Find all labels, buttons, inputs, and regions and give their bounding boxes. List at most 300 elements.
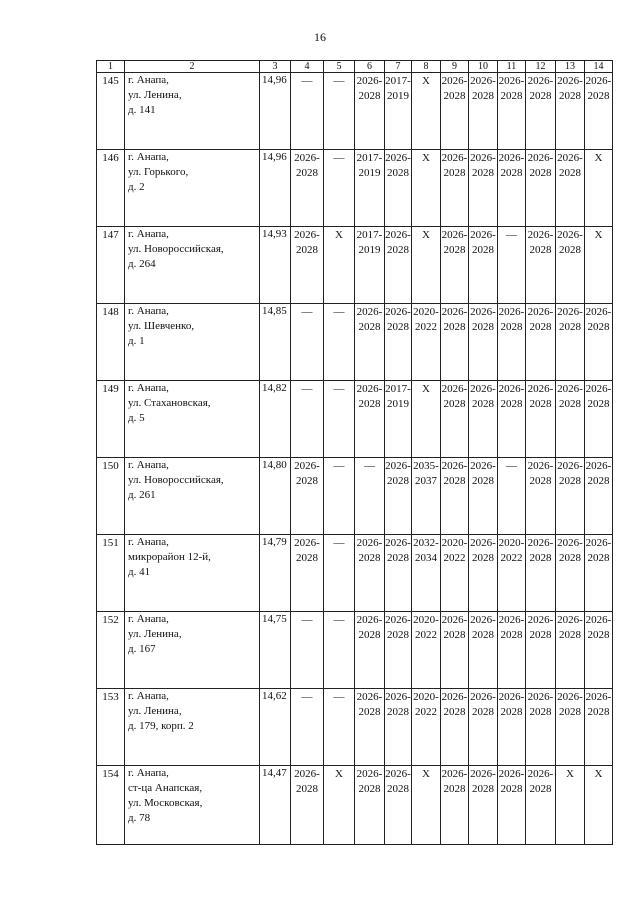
address-line: ул. Шевченко, — [128, 320, 195, 332]
row-number: 154 — [97, 766, 125, 845]
period-cell-c10 — [469, 304, 498, 381]
period-line: 2028 — [529, 244, 552, 256]
header-cell: 8 — [412, 61, 441, 73]
period-line: 2026- — [527, 152, 554, 164]
period-line: 2026- — [441, 768, 468, 780]
period-line: 2026- — [557, 306, 583, 318]
period-cell-c8 — [412, 612, 441, 689]
period-line: 2028 — [559, 90, 581, 102]
period-cell-c14 — [585, 689, 613, 766]
address-line: д. 141 — [128, 104, 156, 116]
period-line: 2028 — [443, 398, 466, 410]
row-number: 146 — [97, 150, 125, 227]
period-cell-c13 — [556, 150, 585, 227]
period-line: 2028 — [529, 398, 552, 410]
address-cell — [125, 535, 260, 612]
address-line: д. 167 — [128, 643, 156, 655]
period-cell-c13 — [556, 73, 585, 150]
period-line: 2028 — [559, 552, 581, 564]
period-cell-c11: — — [498, 227, 526, 304]
period-line: 2026- — [498, 383, 525, 395]
period-cell-c11 — [498, 689, 526, 766]
period-line: 2028 — [559, 244, 581, 256]
period-cell-c12 — [526, 689, 556, 766]
period-line: 2026- — [585, 537, 612, 549]
period-line: 2032- — [413, 537, 439, 549]
period-cell-c6: — — [355, 458, 385, 535]
header-cell: 2 — [125, 61, 260, 73]
period-line: 2028 — [296, 783, 318, 795]
period-line: 2026- — [585, 460, 612, 472]
period-cell-c4: — — [291, 689, 324, 766]
period-cell-c13 — [556, 304, 585, 381]
period-cell-c6 — [355, 73, 385, 150]
period-cell-c5: X — [324, 766, 355, 845]
period-line: 2026- — [385, 768, 411, 780]
period-line: 2028 — [296, 552, 318, 564]
period-line: 2026- — [585, 75, 612, 87]
header-cell: 3 — [260, 61, 291, 73]
header-cell: 14 — [585, 61, 613, 73]
period-line: 2026- — [356, 306, 383, 318]
period-line: 2028 — [500, 167, 523, 179]
address-line: ул. Ленина, — [128, 705, 182, 717]
period-line: 2019 — [358, 244, 381, 256]
period-cell-c14 — [585, 304, 613, 381]
period-cell-c6 — [355, 535, 385, 612]
period-line: 2020- — [441, 537, 468, 549]
period-cell-c9 — [441, 766, 469, 845]
indicator-cell: 14,62 — [260, 689, 291, 766]
period-cell-c9 — [441, 458, 469, 535]
period-cell-c14 — [585, 381, 613, 458]
period-cell-c9 — [441, 612, 469, 689]
period-cell-c9 — [441, 689, 469, 766]
indicator-cell: 14,85 — [260, 304, 291, 381]
period-line: 2028 — [559, 629, 581, 641]
period-cell-c6 — [355, 304, 385, 381]
period-line: 2026- — [470, 383, 496, 395]
period-line: 2026- — [470, 152, 496, 164]
period-line: 2026- — [527, 691, 554, 703]
period-line: 2026- — [356, 691, 383, 703]
period-line: 2022 — [415, 706, 437, 718]
period-cell-c7 — [385, 304, 412, 381]
address-line: г. Анапа, — [128, 228, 169, 240]
period-line: 2028 — [358, 321, 381, 333]
period-cell-c11 — [498, 612, 526, 689]
period-cell-c7 — [385, 612, 412, 689]
period-line: 2028 — [529, 783, 552, 795]
address-line: г. Анапа, — [128, 459, 169, 471]
period-line: 2028 — [472, 783, 494, 795]
period-cell-c7 — [385, 689, 412, 766]
period-cell-c11 — [498, 535, 526, 612]
period-line: 2028 — [296, 475, 318, 487]
period-line: 2037 — [415, 475, 437, 487]
address-line: д. 5 — [128, 412, 145, 424]
period-cell-c11: — — [498, 458, 526, 535]
address-line: д. 261 — [128, 489, 156, 501]
period-cell-c6 — [355, 381, 385, 458]
period-cell-c14 — [585, 535, 613, 612]
period-line: 2028 — [559, 321, 581, 333]
address-line: д. 264 — [128, 258, 156, 270]
period-cell-c5: — — [324, 689, 355, 766]
period-cell-c7 — [385, 150, 412, 227]
period-cell-c9 — [441, 227, 469, 304]
address-line: г. Анапа, — [128, 613, 169, 625]
period-line: 2026- — [585, 691, 612, 703]
indicator-cell: 14,47 — [260, 766, 291, 845]
period-line: 2028 — [559, 167, 581, 179]
period-line: 2026- — [527, 383, 554, 395]
address-cell — [125, 227, 260, 304]
period-line: 2022 — [415, 629, 437, 641]
period-line: 2020- — [498, 537, 525, 549]
period-line: 2026- — [294, 537, 320, 549]
period-cell-c13 — [556, 689, 585, 766]
period-cell-c12 — [526, 304, 556, 381]
period-line: 2028 — [529, 475, 552, 487]
period-line: 2026- — [385, 460, 411, 472]
period-cell-c14 — [585, 73, 613, 150]
period-cell-c8: X — [412, 227, 441, 304]
period-line: 2028 — [529, 706, 552, 718]
period-cell-c7 — [385, 458, 412, 535]
period-cell-c10 — [469, 381, 498, 458]
period-line: 2026- — [356, 383, 383, 395]
address-cell — [125, 612, 260, 689]
period-line: 2028 — [529, 90, 552, 102]
table-row — [97, 766, 613, 845]
period-line: 2026- — [557, 537, 583, 549]
period-line: 2026- — [498, 152, 525, 164]
period-cell-c8 — [412, 535, 441, 612]
period-cell-c9 — [441, 304, 469, 381]
address-line: ул. Новороссийская, — [128, 474, 224, 486]
header-cell: 1 — [97, 61, 125, 73]
period-line: 2028 — [358, 629, 381, 641]
period-cell-c14 — [585, 612, 613, 689]
period-cell-c9 — [441, 381, 469, 458]
address-line: г. Анапа, — [128, 382, 169, 394]
period-line: 2026- — [441, 306, 468, 318]
period-cell-c4 — [291, 458, 324, 535]
period-cell-c6 — [355, 766, 385, 845]
period-cell-c12 — [526, 150, 556, 227]
period-line: 2028 — [387, 552, 409, 564]
period-cell-c4 — [291, 766, 324, 845]
period-line: 2028 — [358, 706, 381, 718]
period-line: 2028 — [358, 90, 381, 102]
period-cell-c8: X — [412, 150, 441, 227]
period-line: 2028 — [387, 244, 409, 256]
period-line: 2026- — [470, 460, 496, 472]
period-line: 2028 — [443, 629, 466, 641]
header-cell: 6 — [355, 61, 385, 73]
period-cell-c11 — [498, 381, 526, 458]
period-line: 2026- — [441, 691, 468, 703]
period-cell-c10 — [469, 535, 498, 612]
period-line: 2026- — [385, 537, 411, 549]
period-cell-c7 — [385, 227, 412, 304]
period-line: 2026- — [470, 306, 496, 318]
period-cell-c4: — — [291, 381, 324, 458]
table-row — [97, 612, 613, 689]
period-cell-c5: — — [324, 612, 355, 689]
period-line: 2026- — [557, 152, 583, 164]
schedule-table — [96, 60, 613, 845]
period-cell-c13 — [556, 381, 585, 458]
period-line: 2026- — [498, 768, 525, 780]
period-line: 2028 — [559, 398, 581, 410]
period-line: 2028 — [296, 167, 318, 179]
period-line: 2028 — [559, 706, 581, 718]
period-cell-c6 — [355, 150, 385, 227]
period-line: 2028 — [443, 244, 466, 256]
period-line: 2028 — [296, 244, 318, 256]
period-line: 2026- — [385, 614, 411, 626]
address-line: д. 2 — [128, 181, 145, 193]
period-line: 2028 — [443, 321, 466, 333]
period-line: 2028 — [443, 167, 466, 179]
table-row — [97, 381, 613, 458]
period-cell-c6 — [355, 689, 385, 766]
address-cell — [125, 458, 260, 535]
row-number: 153 — [97, 689, 125, 766]
period-line: 2028 — [587, 321, 610, 333]
period-cell-c10 — [469, 689, 498, 766]
period-line: 2028 — [387, 783, 409, 795]
period-line: 2026- — [470, 768, 496, 780]
period-cell-c4: — — [291, 73, 324, 150]
table-row — [97, 227, 613, 304]
period-line: 2026- — [441, 152, 468, 164]
period-cell-c12 — [526, 73, 556, 150]
period-line: 2026- — [385, 229, 411, 241]
row-number: 151 — [97, 535, 125, 612]
header-cell: 10 — [469, 61, 498, 73]
row-number: 145 — [97, 73, 125, 150]
period-line: 2028 — [500, 90, 523, 102]
row-number: 152 — [97, 612, 125, 689]
address-line: г. Анапа, — [128, 536, 169, 548]
period-line: 2028 — [443, 475, 466, 487]
period-cell-c14: X — [585, 150, 613, 227]
period-cell-c4 — [291, 150, 324, 227]
period-line: 2017- — [356, 152, 383, 164]
period-line: 2020- — [413, 614, 439, 626]
period-cell-c9 — [441, 150, 469, 227]
header-cell: 7 — [385, 61, 412, 73]
period-cell-c9 — [441, 535, 469, 612]
period-line: 2034 — [415, 552, 437, 564]
period-cell-c14: X — [585, 227, 613, 304]
period-cell-c7 — [385, 381, 412, 458]
period-cell-c13 — [556, 227, 585, 304]
period-line: 2026- — [527, 460, 554, 472]
period-line: 2028 — [472, 629, 494, 641]
period-cell-c4 — [291, 535, 324, 612]
period-cell-c10 — [469, 766, 498, 845]
period-line: 2028 — [443, 90, 466, 102]
period-cell-c13 — [556, 458, 585, 535]
period-line: 2028 — [387, 475, 409, 487]
period-cell-c10 — [469, 73, 498, 150]
period-cell-c5: — — [324, 150, 355, 227]
period-line: 2026- — [498, 306, 525, 318]
period-line: 2017- — [385, 383, 411, 395]
period-line: 2026- — [441, 383, 468, 395]
address-cell — [125, 150, 260, 227]
period-line: 2026- — [470, 691, 496, 703]
period-cell-c10 — [469, 150, 498, 227]
period-line: 2028 — [529, 167, 552, 179]
header-cell: 9 — [441, 61, 469, 73]
period-cell-c6 — [355, 612, 385, 689]
address-line: ул. Горького, — [128, 166, 189, 178]
period-line: 2028 — [587, 629, 610, 641]
period-cell-c10 — [469, 612, 498, 689]
period-line: 2035- — [413, 460, 439, 472]
period-line: 2026- — [441, 75, 468, 87]
period-line: 2017- — [385, 75, 411, 87]
period-line: 2028 — [387, 321, 409, 333]
period-line: 2026- — [527, 768, 554, 780]
period-line: 2028 — [472, 398, 494, 410]
period-line: 2026- — [385, 152, 411, 164]
address-line: микрорайон 12-й, — [128, 551, 211, 563]
period-line: 2028 — [559, 475, 581, 487]
period-line: 2026- — [294, 229, 320, 241]
period-line: 2028 — [587, 398, 610, 410]
period-line: 2026- — [585, 614, 612, 626]
period-line: 2026- — [557, 460, 583, 472]
period-cell-c14: X — [585, 766, 613, 845]
period-line: 2017- — [356, 229, 383, 241]
period-line: 2026- — [441, 460, 468, 472]
period-line: 2026- — [585, 383, 612, 395]
period-cell-c9 — [441, 73, 469, 150]
indicator-cell: 14,75 — [260, 612, 291, 689]
period-line: 2028 — [529, 629, 552, 641]
page-number: 16 — [314, 30, 326, 44]
period-line: 2028 — [472, 552, 494, 564]
address-line: г. Анапа, — [128, 305, 169, 317]
address-line: ул. Стахановская, — [128, 397, 211, 409]
period-cell-c4: — — [291, 612, 324, 689]
period-line: 2028 — [529, 552, 552, 564]
period-line: 2019 — [387, 398, 409, 410]
period-line: 2028 — [472, 321, 494, 333]
address-line: г. Анапа, — [128, 74, 169, 86]
period-cell-c4: — — [291, 304, 324, 381]
period-line: 2028 — [387, 629, 409, 641]
period-line: 2026- — [356, 537, 383, 549]
address-cell — [125, 766, 260, 845]
table-row — [97, 304, 613, 381]
address-line: д. 41 — [128, 566, 151, 578]
period-line: 2028 — [500, 629, 523, 641]
period-cell-c12 — [526, 381, 556, 458]
period-line: 2026- — [557, 383, 583, 395]
table-row — [97, 689, 613, 766]
period-line: 2026- — [527, 75, 554, 87]
period-cell-c8: X — [412, 73, 441, 150]
period-cell-c11 — [498, 304, 526, 381]
period-line: 2026- — [294, 460, 320, 472]
header-cell: 13 — [556, 61, 585, 73]
period-cell-c13: X — [556, 766, 585, 845]
period-line: 2022 — [415, 321, 437, 333]
period-line: 2028 — [529, 321, 552, 333]
period-cell-c11 — [498, 766, 526, 845]
period-line: 2028 — [358, 398, 381, 410]
period-line: 2019 — [387, 90, 409, 102]
period-cell-c5: — — [324, 304, 355, 381]
period-line: 2028 — [500, 706, 523, 718]
period-line: 2026- — [527, 537, 554, 549]
header-row — [97, 61, 613, 73]
address-line: ул. Московская, — [128, 797, 203, 809]
address-line: ул. Ленина, — [128, 89, 182, 101]
indicator-cell: 14,79 — [260, 535, 291, 612]
period-line: 2028 — [500, 783, 523, 795]
address-line: д. 78 — [128, 812, 151, 824]
period-line: 2028 — [472, 706, 494, 718]
address-line: ст-ца Анапская, — [128, 782, 203, 794]
period-line: 2026- — [470, 537, 496, 549]
row-number: 149 — [97, 381, 125, 458]
period-line: 2028 — [472, 167, 494, 179]
address-line: д. 179, корп. 2 — [128, 720, 194, 732]
period-line: 2026- — [557, 614, 583, 626]
address-cell — [125, 689, 260, 766]
table-row — [97, 535, 613, 612]
indicator-cell: 14,82 — [260, 381, 291, 458]
period-cell-c8: X — [412, 381, 441, 458]
period-cell-c11 — [498, 73, 526, 150]
period-line: 2026- — [441, 614, 468, 626]
period-line: 2026- — [470, 75, 496, 87]
period-line: 2022 — [500, 552, 523, 564]
period-line: 2019 — [358, 167, 381, 179]
indicator-cell: 14,80 — [260, 458, 291, 535]
period-line: 2028 — [358, 783, 381, 795]
period-cell-c10 — [469, 227, 498, 304]
address-line: ул. Новороссийская, — [128, 243, 224, 255]
period-cell-c13 — [556, 535, 585, 612]
period-line: 2026- — [470, 614, 496, 626]
period-line: 2026- — [356, 614, 383, 626]
period-line: 2028 — [472, 475, 494, 487]
period-cell-c7 — [385, 766, 412, 845]
period-line: 2026- — [527, 229, 554, 241]
period-line: 2026- — [356, 768, 383, 780]
address-line: г. Анапа, — [128, 767, 169, 779]
period-line: 2026- — [557, 229, 583, 241]
period-cell-c14 — [585, 458, 613, 535]
address-line: ул. Ленина, — [128, 628, 182, 640]
period-cell-c5: X — [324, 227, 355, 304]
period-line: 2028 — [587, 552, 610, 564]
period-line: 2026- — [385, 306, 411, 318]
period-cell-c10 — [469, 458, 498, 535]
period-line: 2026- — [585, 306, 612, 318]
period-line: 2028 — [587, 706, 610, 718]
period-cell-c7 — [385, 73, 412, 150]
